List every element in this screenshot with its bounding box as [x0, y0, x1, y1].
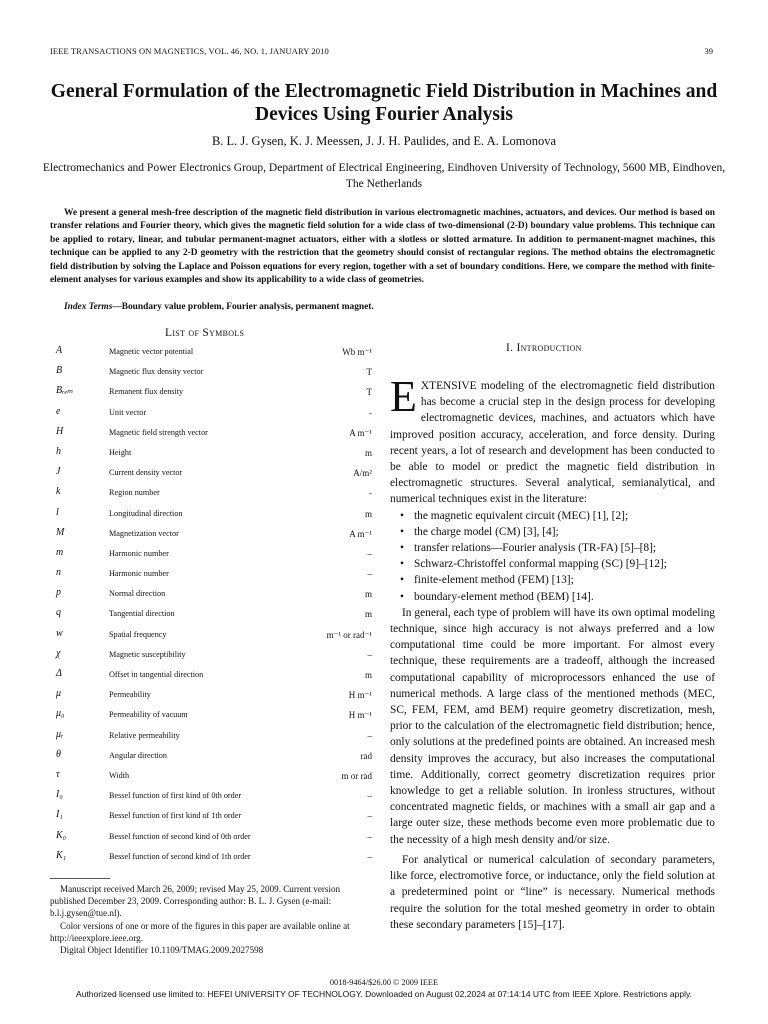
symbol-description: Angular direction — [109, 750, 167, 760]
symbol-description: Region number — [109, 488, 160, 498]
drop-cap: E — [390, 372, 417, 421]
symbol-glyph: B⃗ — [56, 365, 70, 377]
symbol-glyph: k — [56, 486, 61, 498]
footnote-divider — [50, 878, 110, 879]
symbol-glyph: e⃗ — [56, 405, 69, 417]
symbol-row — [56, 505, 372, 525]
symbol-unit: A/m² — [353, 468, 372, 479]
symbol-description: Magnetization vector — [109, 528, 179, 538]
symbol-glyph: n — [56, 567, 61, 579]
symbol-description: Harmonic number — [109, 569, 169, 579]
symbol-description: Magnetic vector potential — [109, 347, 194, 356]
symbol-unit: Wb m⁻¹ — [342, 347, 372, 357]
symbol-glyph: τ — [56, 768, 60, 780]
symbol-unit: m — [364, 670, 372, 680]
author-list: B. L. J. Gysen, K. J. Meessen, J. J. H. Paulides, and E. A. Lomonova — [211, 134, 557, 148]
symbol-row — [56, 363, 372, 383]
method-list-item: • the magnetic equivalent circuit (MEC) [1], [2]; — [400, 508, 715, 524]
symbol-glyph: Δ — [56, 668, 62, 679]
symbol-glyph: K₀ — [56, 829, 67, 841]
symbol-unit: A m⁻¹ — [349, 427, 372, 438]
symbol-row — [56, 343, 372, 363]
symbol-unit: m — [364, 508, 372, 519]
symbol-unit: rad — [360, 750, 372, 761]
index-terms-text: —Boundary value problem, Fourier analysis, permanent magnet. — [112, 302, 374, 312]
license-notice: Authorized licensed use limited to: HEFEI UNIVERSITY OF TECHNOLOGY. Downloaded on August 02,2024 at 07:14:14 UTC from IEEE Xplore. Restrictions apply. — [76, 989, 692, 999]
symbol-row — [56, 706, 372, 726]
symbol-unit: – — [367, 569, 372, 580]
symbols-list-title: List of Symbols — [165, 327, 245, 339]
page-number: 39 — [704, 46, 713, 56]
symbol-row — [56, 848, 372, 868]
index-terms — [64, 302, 374, 312]
symbol-row — [56, 666, 372, 686]
intro-paragraph-1 — [390, 372, 715, 508]
symbol-unit: m — [364, 609, 372, 620]
symbol-row — [56, 464, 372, 484]
symbol-row — [56, 727, 372, 747]
symbol-description: Magnetic field strength vector — [109, 427, 208, 437]
intro-paragraph-1-text: XTENSIVE modeling of the electromagnetic field distribution has become a crucial step in the design process for developing electromagnetic devices, machines, and actuators which have improved position accuracy, acceleration, and force density. During recent years, a lot of research and development has been conducted to be able to model or predict the magnetic field distribution in electromagnetic structures. Several analytical, semianalytical, and numerical techniques exist in the literature: — [390, 380, 715, 506]
introduction-body — [390, 372, 715, 933]
symbol-glyph: M⃗ — [56, 526, 73, 538]
symbol-row — [56, 424, 372, 444]
symbol-unit: – — [367, 548, 372, 559]
symbol-glyph: J⃗ — [56, 466, 69, 478]
symbol-unit: m⁻¹ or rad⁻¹ — [326, 629, 372, 640]
symbol-row — [56, 626, 372, 646]
symbol-unit: T — [366, 387, 372, 398]
method-list-item: • transfer relations—Fourier analysis (TR-FA) [5]–[8]; — [400, 540, 715, 556]
symbol-glyph: μ — [56, 688, 62, 700]
copyright-line: 0018-9464/$26.00 © 2009 IEEE — [329, 978, 439, 987]
section-heading-introduction: I. Introduction — [506, 342, 582, 354]
symbol-glyph: m — [56, 546, 64, 558]
symbol-unit: – — [367, 649, 372, 660]
symbol-glyph: p — [56, 587, 61, 599]
running-head: IEEE TRANSACTIONS ON MAGNETICS, VOL. 46, NO. 1, JANUARY 2010 — [50, 46, 329, 56]
symbol-unit: – — [367, 831, 372, 842]
symbol-row — [56, 605, 372, 625]
symbol-row — [56, 525, 372, 545]
symbol-description: Magnetic flux density vector — [109, 367, 204, 377]
affiliation: Electromechanics and Power Electronics Group, Department of Electrical Engineering, Eindhoven University of Technology, 5600 MB, Eindhoven, The Netherlands — [42, 162, 726, 190]
intro-paragraph-2: In general, each type of problem will have its own optimal modeling technique, since high accuracy is not always preferred and a low computational time could be more important. For almost every technique, these requirements are a tradeoff, although the increased computational capability of microprocessors enhanced the use of numerical methods. A large class of the mentioned methods (MEC, SC, FEM, FEM, amd BEM) require geometry discretization, mesh, prior to the calculation of the electromagnetic field distribution; hence, only solutions at the predefined points are obtained. An increased mesh density improves the accuracy, but also increases the computational time. Additionally, correct geometry discretization requires prior knowledge to get a reliable solution. In ironless structures, without concentrated magnetic fields, or machines with a small air gap and a large outer size, these methods become even more problematic due to the necessity of a high mesh density and/or size. — [390, 606, 715, 846]
symbol-row — [56, 444, 372, 464]
symbol-description: Permeability — [109, 690, 151, 700]
symbol-unit: T — [366, 367, 372, 378]
symbol-unit: - — [369, 407, 372, 418]
symbol-glyph: μᵣ — [56, 728, 64, 740]
symbol-glyph: A⃗ — [56, 345, 70, 356]
symbol-description: Bessel function of second kind of 0th order — [109, 831, 251, 841]
symbol-description: Permeability of vacuum — [109, 710, 188, 720]
symbol-glyph: I₁ — [56, 809, 63, 821]
symbol-unit: m — [364, 447, 372, 458]
symbol-row — [56, 383, 372, 403]
symbol-description: Bessel function of first kind of 1th order — [109, 811, 242, 821]
symbol-description: Offset in tangential direction — [109, 670, 204, 679]
symbol-description: Magnetic susceptibility — [109, 649, 186, 659]
symbol-glyph: w — [56, 627, 63, 639]
symbol-description: Bessel function of first kind of 0th order — [109, 791, 242, 801]
intro-paragraph-3: For analytical or numerical calculation of secondary parameters, like force, electromotive force, or inductance, only the field solution at a predetermined point or “line” is necessary. Numerical methods require the solution for the total meshed geometry in order to obtain these secondary parameters [15]–[17]. — [390, 853, 715, 931]
symbol-description: Height — [109, 447, 132, 457]
symbol-row — [56, 646, 372, 666]
symbols-table — [56, 343, 372, 868]
symbol-row — [56, 545, 372, 565]
symbol-description: Tangential direction — [109, 609, 175, 619]
symbol-row — [56, 565, 372, 585]
symbol-unit: A m⁻¹ — [349, 528, 372, 539]
footnote-doi: Digital Object Identifier 10.1109/TMAG.2009.2027598 — [60, 945, 264, 956]
symbol-description: Bessel function of second kind of 1th order — [109, 851, 251, 861]
symbol-unit: - — [369, 488, 372, 499]
symbol-unit: – — [367, 730, 372, 741]
method-list — [390, 508, 715, 605]
symbol-glyph: q — [56, 607, 61, 619]
footnotes — [50, 883, 375, 956]
symbol-description: Remanent flux density — [109, 387, 184, 397]
symbol-glyph: H⃗ — [56, 425, 71, 437]
symbol-glyph: Bᵣₑₘ — [56, 385, 74, 397]
symbol-unit: – — [367, 791, 372, 802]
symbol-row — [56, 807, 372, 827]
method-list-item: • Schwarz-Christoffel conformal mapping (SC) [9]–[12]; — [400, 556, 715, 572]
symbol-description: Normal direction — [109, 589, 166, 599]
symbol-description: Harmonic number — [109, 548, 169, 558]
symbol-description: Unit vector — [109, 407, 147, 417]
symbol-row — [56, 828, 372, 848]
symbol-row — [56, 686, 372, 706]
symbol-glyph: I₀ — [56, 789, 63, 801]
footnote-color: Color versions of one or more of the figures in this paper are available online at http://ieeexplore.ieee.org. — [50, 920, 350, 943]
symbol-description: Width — [109, 770, 130, 780]
symbol-row — [56, 787, 372, 807]
symbol-row — [56, 484, 372, 504]
symbol-glyph: χ — [56, 647, 61, 659]
method-list-item: • the charge model (CM) [3], [4]; — [400, 524, 715, 540]
symbol-unit: H m⁻¹ — [348, 710, 372, 721]
abstract: We present a general mesh-free description of the magnetic field distribution in various electromagnetic machines, actuators, and devices. Our method is based on transfer relations and Fourier theory, which gives the magnetic field solution for a wide class of two-dimensional (2-D) boundary value problems. This technique can be applied to rotary, linear, and tubular permanent-magnet actuators, either with a slotless or slotted armature. In addition to permanent-magnet machines, this technique can be applied to any 2-D geometry with the restriction that the geometry should consist of rectangular regions. The method obtains the electromagnetic field distribution by solving the Laplace and Poisson equations for every region, together with a set of boundary conditions. Here, we compare the method with finite-element analyses for various examples and show its applicability to a wide class of geometries. — [50, 208, 715, 286]
symbol-glyph: h — [56, 445, 61, 457]
index-terms-label: Index Terms — [64, 302, 113, 312]
symbol-glyph: l — [56, 506, 59, 518]
symbol-row — [56, 585, 372, 605]
symbol-glyph: K₁ — [56, 849, 67, 861]
method-list-item: • boundary-element method (BEM) [14]. — [400, 589, 715, 605]
symbol-row — [56, 404, 372, 424]
symbol-glyph: θ — [56, 748, 61, 760]
symbol-row — [56, 747, 372, 767]
symbol-unit: – — [367, 851, 372, 862]
symbol-description: Current density vector — [109, 468, 183, 478]
symbol-description: Spatial frequency — [109, 629, 167, 639]
paper-title: General Formulation of the Electromagnetic Field Distribution in Machines and Devices Using Fourier Analysis — [50, 81, 718, 125]
symbol-unit: H m⁻¹ — [348, 690, 372, 701]
symbol-unit: m — [364, 589, 372, 600]
symbol-description: Relative permeability — [109, 730, 180, 740]
symbol-row — [56, 767, 372, 787]
symbol-glyph: μ₀ — [56, 708, 65, 720]
symbol-unit: m or rad — [341, 770, 372, 781]
symbol-description: Longitudinal direction — [109, 508, 183, 518]
method-list-item: • finite-element method (FEM) [13]; — [400, 572, 715, 588]
symbol-unit: – — [367, 811, 372, 822]
footnote-received: Manuscript received March 26, 2009; revised May 25, 2009. Current version published December 23, 2009. Corresponding author: B. L. J. Gysen (e-mail: b.l.j.gysen@tue.nl). — [50, 884, 341, 919]
